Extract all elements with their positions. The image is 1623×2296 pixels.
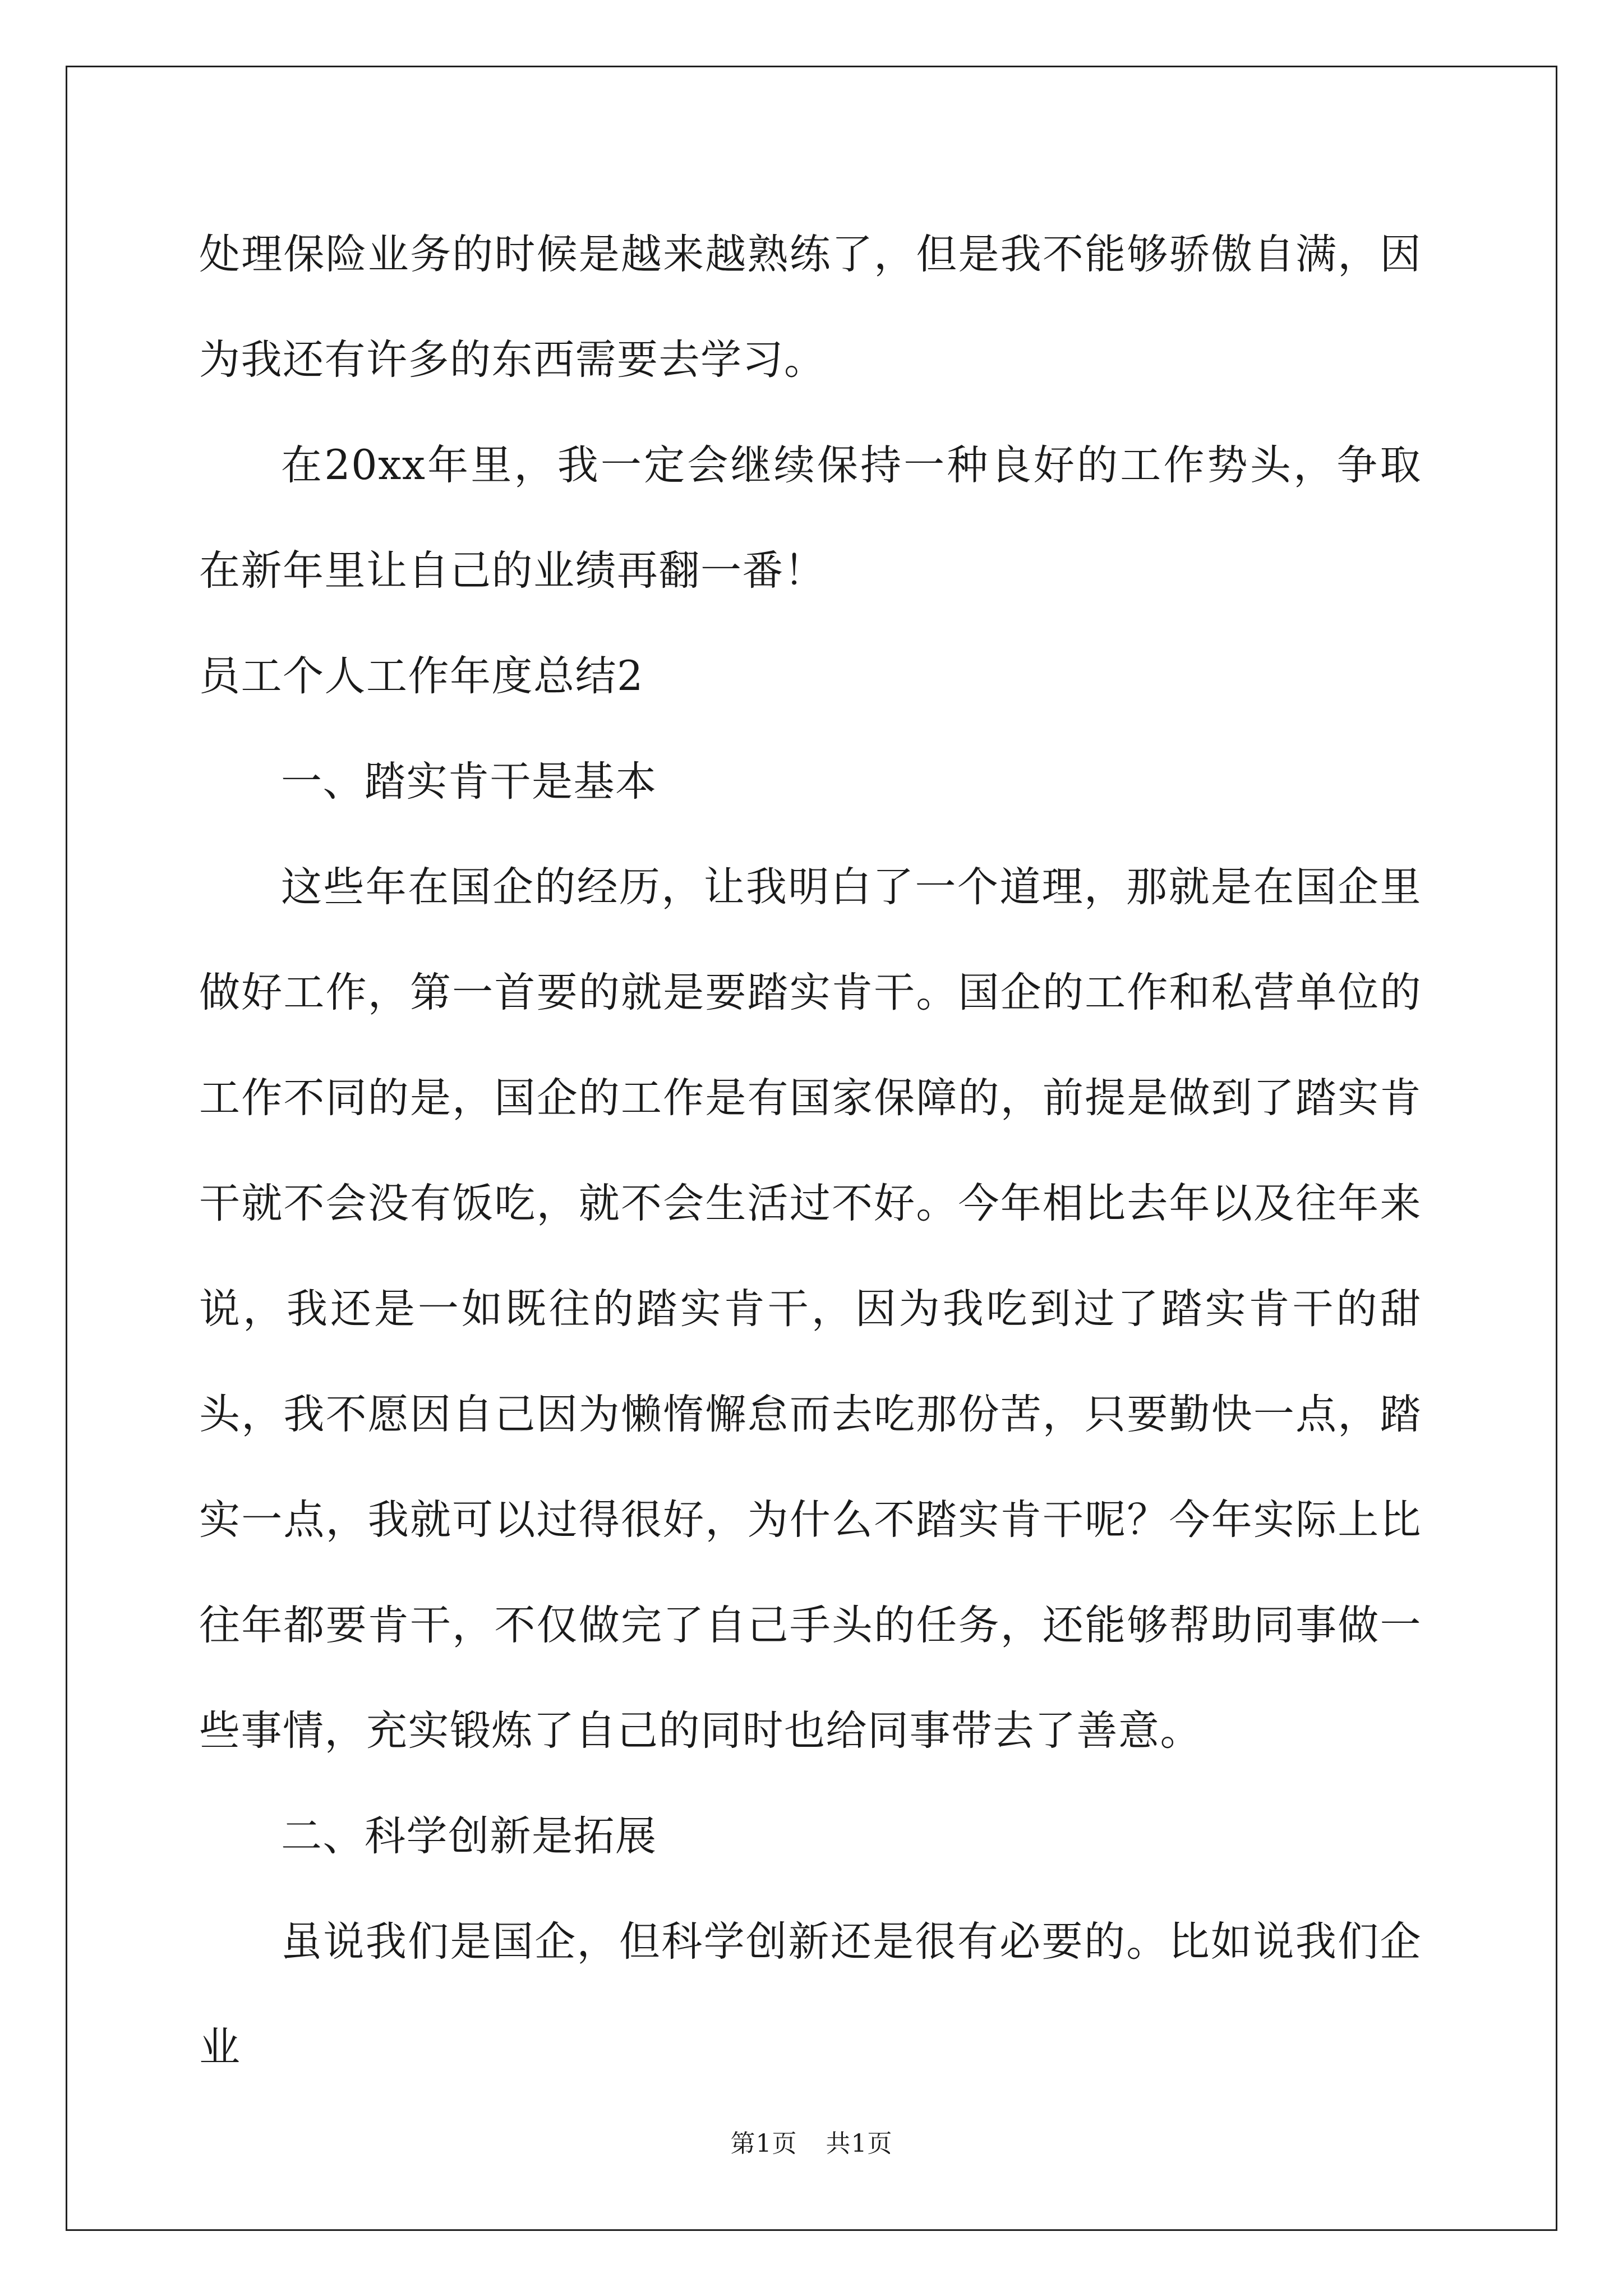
- paragraph-plan: 在20xx年里，我一定会继续保持一种良好的工作势头，争取在新年里让自己的业绩再翻一番！: [199, 441, 1422, 595]
- document-body: [199, 202, 1422, 2100]
- paragraph-continuation: 处理保险业务的时候是越来越熟练了，但是我不能够骄傲自满，因为我还有许多的东西需要去学习。: [199, 231, 1422, 384]
- section-title: 员工个人工作年度总结2: [199, 652, 644, 700]
- page-number: 第1页: [730, 2129, 797, 2158]
- page-footer: [0, 2127, 1623, 2161]
- page-total: 共1页: [826, 2129, 893, 2158]
- paragraph-body-1: 这些年在国企的经历，让我明白了一个道理，那就是在国企里做好工作，第一首要的就是要踏实肯干。国企的工作和私营单位的工作不同的是，国企的工作是有国家保障的，前提是做到了踏实肯干就不会没有饭吃，就不会生活过不好。今年相比去年以及往年来说，我还是一如既往的踏实肯干，因为我吃到过了踏实肯干的甜头，我不愿因自己因为懒惰懈怠而去吃那份苦，只要勤快一点，踏实一点，我就可以过得很好，为什么不踏实肯干呢？今年实际上比往年都要肯干，不仅做完了自己手头的任务，还能够帮助同事做一些事情，充实锻炼了自己的同时也给同事带去了善意。: [199, 863, 1422, 1755]
- paragraph-body-2: 虽说我们是国企，但科学创新还是很有必要的。比如说我们企业: [199, 1918, 1422, 2071]
- subheading-1: 一、踏实肯干是基本: [281, 758, 657, 806]
- subheading-2: 二、科学创新是拓展: [281, 1812, 657, 1860]
